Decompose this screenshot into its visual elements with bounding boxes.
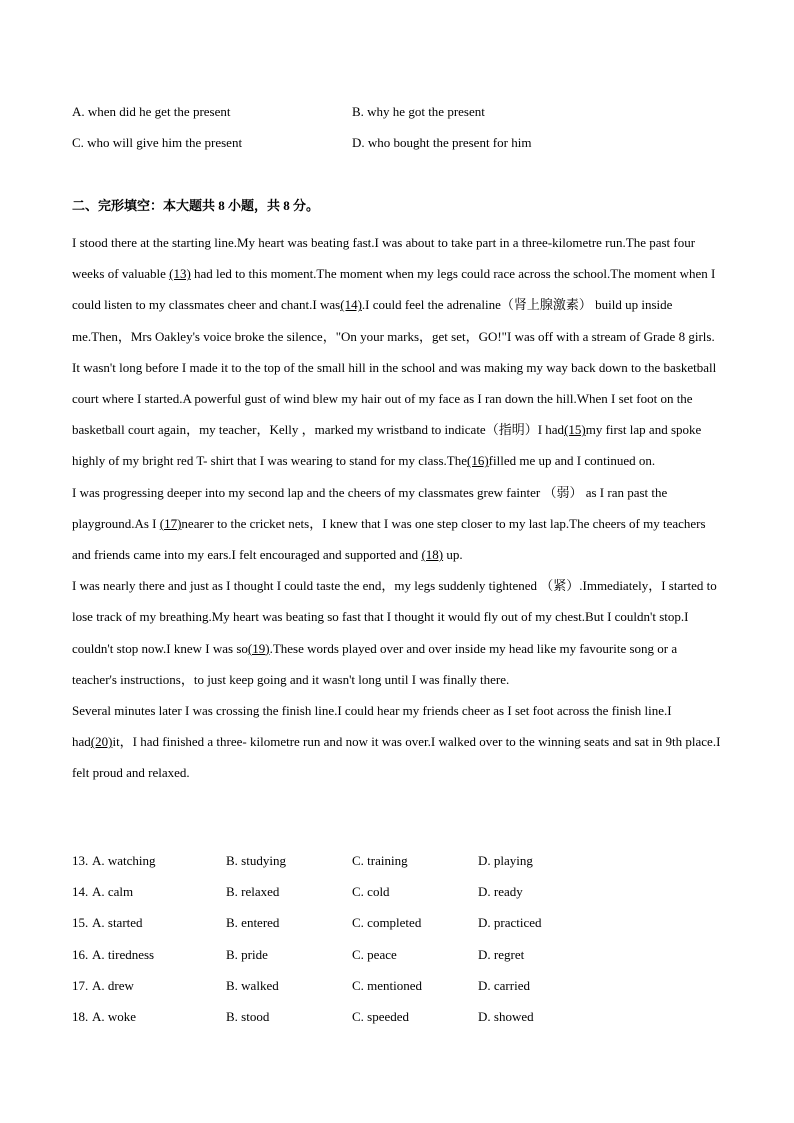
option-d: D. who bought the present for him	[352, 135, 532, 150]
passage-paragraph-3	[72, 477, 722, 571]
choice-a: A. watching	[92, 853, 156, 868]
blank-18: (18)	[421, 547, 444, 563]
choice-d: D. ready	[478, 884, 523, 900]
option-c: C. who will give him the present	[72, 135, 243, 150]
passage-text: .These words played over and over inside my head like my favourite song or a teacher's instructions，to just keep going and it wasn't long until I was finally there.	[72, 640, 678, 687]
answer-choices	[72, 851, 722, 1038]
option-a: A. when did he get the present	[72, 104, 231, 119]
choice-c: C. cold	[352, 884, 390, 900]
choice-c: C. speeded	[352, 1008, 410, 1024]
question-number: 14.	[72, 884, 89, 900]
choice-d: D. playing	[478, 853, 533, 868]
passage-text: I stood there at the starting line.My heart was beating fast.I was about to take part in a three-kilometre run.The past four weeks of valuable	[72, 235, 696, 282]
choice-b: B. relaxed	[226, 884, 280, 900]
passage-text: It wasn't long before I made it to the top of the small hill in the school and was making my way back down to the basketball court where I started.A powerful gust of wind blew my hair out of my face as I ran down the hill.When I set foot on the basketball court again，my teacher，Kelly ，marked my wristband to indicate（指明）I had	[72, 359, 717, 438]
blank-14: (14)	[340, 297, 362, 313]
choice-a: A. calm	[92, 884, 134, 900]
passage-text: my first lap and spoke highly of my bright red T- shirt that I was wearing to stand for my class.The	[72, 422, 702, 469]
blank-19: (19)	[247, 640, 270, 656]
choice-a: A. drew	[92, 977, 134, 993]
passage-text: nearer to the cricket nets，I knew that I was one step closer to my last lap.The cheers of my teachers and friends came into my ears.I felt encouraged and supported and	[72, 515, 706, 563]
blank-16: (16)	[466, 453, 489, 469]
passage-text: I was nearly there and just as I thought I could taste the end，my legs suddenly tightened （紧）.Immediately，I started to lose track of my breathing.My heart was beating so fast that I thought it would fly out of my chest.But I couldn't stop.I couldn't stop now.I knew I was so	[72, 578, 717, 656]
choice-b: B. studying	[226, 853, 286, 868]
choice-d: D. practiced	[478, 915, 542, 931]
passage-text: had led to this moment.The moment when my legs could race across the school.The moment when I could listen to my classmates cheer and chant.I was	[72, 266, 716, 313]
blank-20: (20)	[90, 734, 113, 750]
choice-c: C. completed	[352, 915, 422, 931]
question-number: 13.	[72, 853, 89, 868]
prev-question-options-row-1	[72, 102, 485, 122]
choice-b: B. stood	[226, 1008, 270, 1024]
question-number: 18.	[72, 1008, 89, 1024]
blank-17: (17)	[159, 515, 182, 531]
choice-b: B. walked	[226, 977, 279, 993]
choice-row-17	[72, 976, 722, 1007]
blank-15: (15)	[564, 422, 586, 438]
choice-row-13	[72, 851, 722, 882]
section-title: 二、完形填空：本大题共 8 小题，共 8 分。	[72, 198, 320, 213]
passage-paragraph-5	[72, 695, 722, 789]
passage-paragraph-2	[72, 352, 722, 477]
choice-row-14	[72, 882, 722, 913]
passage-paragraph-4	[72, 570, 722, 695]
choice-a: A. tiredness	[92, 946, 155, 962]
prev-question-options-row-2	[72, 133, 532, 153]
passage-text: I was progressing deeper into my second lap and the cheers of my classmates grew fainter （弱） as I ran past the playground.As I	[72, 484, 668, 531]
passage-text: up.	[443, 547, 463, 563]
passage-paragraph-1	[72, 227, 722, 352]
choice-c: C. mentioned	[352, 977, 423, 993]
question-number: 17.	[72, 977, 89, 993]
choice-row-18	[72, 1007, 722, 1038]
passage-text: filled me up and I continued on.	[488, 453, 656, 469]
choice-d: D. showed	[478, 1008, 534, 1024]
option-b: B. why he got the present	[352, 104, 485, 119]
choice-c: C. training	[352, 853, 408, 868]
choice-a: A. woke	[92, 1008, 137, 1024]
choice-d: D. regret	[478, 946, 525, 962]
choice-c: C. peace	[352, 946, 397, 962]
choice-b: B. entered	[226, 915, 280, 931]
choice-b: B. pride	[226, 946, 268, 962]
question-number: 16.	[72, 946, 89, 962]
passage-text: .I could feel the adrenaline（肾上腺激素） build up inside me.Then，Mrs Oakley's voice broke the silence，"On your marks，get set，GO!"I was off with a stream of Grade 8 girls.	[72, 297, 715, 344]
question-number: 15.	[72, 915, 89, 931]
choice-row-15	[72, 913, 722, 944]
choice-d: D. carried	[478, 977, 530, 993]
passage-text: it，I had finished a three- kilometre run and now it was over.I walked over to the winning seats and sat in 9th place.I felt proud and relaxed.	[72, 734, 721, 781]
choice-a: A. started	[92, 915, 143, 931]
choice-row-16	[72, 945, 722, 976]
blank-13: (13)	[169, 266, 191, 282]
cloze-passage	[72, 227, 722, 789]
passage-text: Several minutes later I was crossing the finish line.I could hear my friends cheer as I set foot across the finish line.I had	[72, 703, 672, 750]
